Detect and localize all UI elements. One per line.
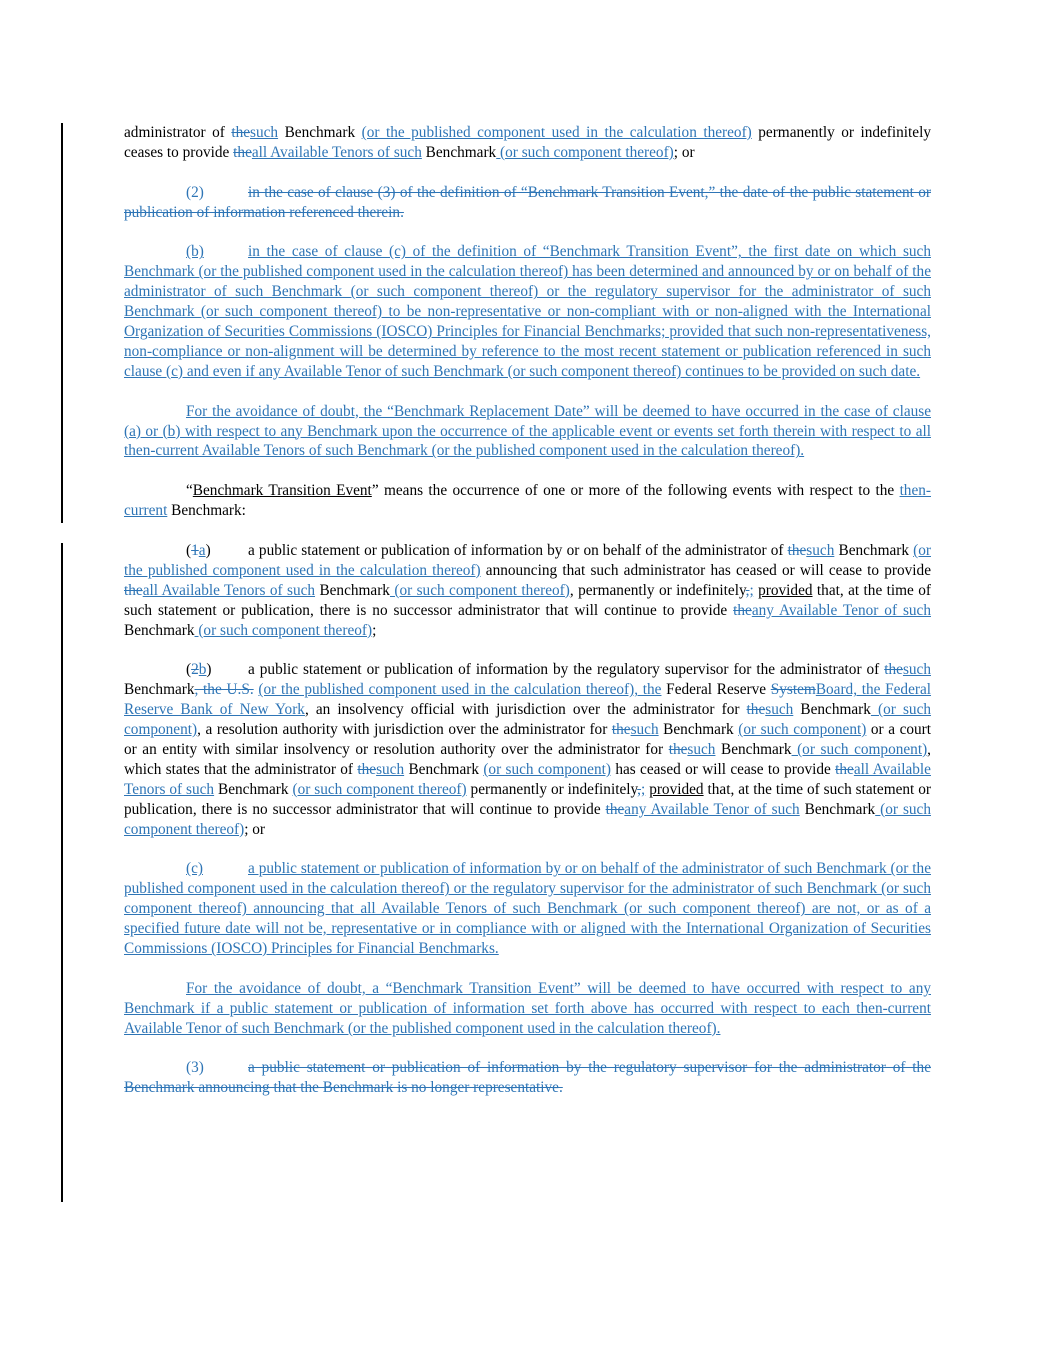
deleted-clause-3: [124, 1058, 931, 1098]
paragraph-text: For the avoidance of doubt, the “Benchmark Replacement Date” will be deemed to have occurred in the case of clause (a) or (b) with respect to any Benchmark upon the occurrence of the applicable event or events set forth therein with respect to all then-current Available Tenors of such Benchmark (or the published component used in the calculation thereof).: [124, 402, 931, 460]
text: Federal Reserve: [661, 681, 771, 699]
deleted-clause-2: [124, 183, 931, 223]
inserted-clause-b: [124, 242, 931, 381]
text: Benchmark: [658, 721, 739, 739]
deletion: the: [605, 800, 625, 818]
text: permanently or indefinitely: [466, 780, 638, 798]
text: Benchmark: [799, 800, 876, 818]
defined-term: Benchmark Transition Event: [192, 482, 372, 500]
text: announcing that such administrator has ceased or will cease to provide: [480, 561, 931, 579]
deletion: System: [770, 681, 816, 699]
text: ;: [372, 621, 377, 639]
clause-label: (3): [186, 1059, 204, 1077]
deletion: the: [733, 601, 752, 619]
text: , a resolution authority with jurisdiction over the administrator for: [197, 721, 612, 739]
insertion: such: [250, 124, 279, 141]
inserted-avoidance-paragraph-transition-event: [124, 979, 931, 1039]
change-bar-2: [61, 543, 63, 1202]
emphasis-provided: provided: [649, 780, 704, 798]
text: ): [206, 661, 212, 679]
insertion: such: [902, 661, 931, 679]
deletion: the: [233, 143, 252, 161]
text: a public statement or publication of information by or on behalf of the administrator of: [248, 541, 788, 559]
text: ” means the occurrence of one or more of the following events with respect to the: [371, 482, 900, 500]
text: has ceased or will cease to provide: [610, 760, 836, 778]
text: (: [186, 661, 192, 679]
deletion: the: [231, 124, 251, 141]
insertion: any Available Tenor of such: [624, 800, 800, 818]
document-page: [124, 123, 931, 1118]
clause-label: (2): [186, 183, 204, 201]
text: that, at the time of such statement or publication, there is no successor administrator that will continue to provide: [124, 581, 931, 619]
deletion: 1: [191, 541, 199, 559]
insertion: such: [630, 721, 659, 739]
text: administrator of: [124, 124, 232, 141]
insertion: Board, the Federal Reserve Bank of New York: [124, 681, 932, 719]
deletion: the: [611, 721, 631, 739]
text: , permanently or indefinitely: [569, 581, 746, 599]
deletion: the: [835, 760, 854, 778]
definition-benchmark-transition-event: [124, 481, 931, 521]
text: , which states that the administrator of: [124, 741, 931, 778]
insertion: such: [765, 701, 794, 719]
insertion: all Available Tenors of such: [142, 581, 316, 599]
text: ): [205, 541, 211, 559]
deletion: the: [668, 741, 688, 758]
insertion: all Available Tenors of such: [251, 143, 422, 161]
clause-text: in the case of clause (3) of the definition of “Benchmark Transition Event,” the date of the public statement or publication of information referenced therein.: [124, 183, 931, 221]
text: , an insolvency official with jurisdiction over the administrator for: [304, 701, 747, 719]
insertion: (or such component thereof): [194, 621, 373, 639]
deletion: , the U.S.: [194, 681, 254, 699]
text: Benchmark:: [167, 502, 246, 520]
text: a public statement or publication of information by the regulatory supervisor for the administrator of: [248, 661, 885, 679]
text: permanently or indefinitely ceases to provide: [124, 124, 931, 161]
insertion: (or such component): [483, 760, 611, 778]
inserted-avoidance-paragraph-replacement-date: [124, 402, 931, 462]
paragraph-continuation: [124, 123, 931, 163]
emphasis-provided: provided: [758, 581, 813, 599]
insertion: (or such component): [124, 701, 932, 739]
deletion: the: [357, 760, 377, 778]
clause-label: (b): [186, 243, 204, 261]
insertion: (or such component thereof): [124, 800, 931, 838]
text: ; or: [673, 143, 695, 161]
insertion: such: [806, 541, 835, 559]
clause-text: a public statement or publication of information by the regulatory supervisor for the administrator of the Benchmark announcing that the Benchmark is no longer representative.: [124, 1059, 931, 1097]
text: ; or: [244, 820, 266, 838]
insertion: (or such component): [738, 721, 867, 739]
text: or a court or an entity with similar insolvency or resolution authority over the administrator for: [124, 721, 931, 758]
insertion: such: [687, 741, 716, 758]
text: Benchmark: [715, 741, 792, 758]
text: Benchmark: [404, 760, 484, 778]
text: Benchmark: [124, 681, 195, 699]
text: Benchmark: [278, 124, 362, 141]
paragraph-text: For the avoidance of doubt, a “Benchmark Transition Event” will be deemed to have occurred with respect to any Benchmark if a public statement or publication of information set forth above has occurred with respect to each then-current Available Tenor of such Benchmark (or the published component used in the calculation thereof).: [124, 979, 931, 1037]
text: Benchmark: [793, 701, 871, 719]
deletion: the: [124, 581, 143, 599]
text: that, at the time of such statement or publication, there is no successor administrator that will continue to provide: [124, 780, 931, 818]
clause-text: a public statement or publication of information by or on behalf of the administrator of such Benchmark (or the published component used in the calculation thereof) or the regulatory supervisor for the administrator of such Benchmark (or such component thereof) announcing that all Available Tenors of such Benchmark (or such component thereof) are not, or as of a specified future date will not be, representative or in compliance with or aligned with the International Organization of Securities Commissions (IOSCO) Principles for Financial Benchmarks.: [124, 860, 931, 958]
text: Benchmark: [124, 621, 195, 639]
insertion: any Available Tenor of such: [751, 601, 931, 619]
text: Benchmark: [421, 143, 497, 161]
insertion: (or the published component used in the calculation thereof): [361, 124, 752, 141]
text: Benchmark: [214, 780, 293, 798]
insertion: ;: [749, 581, 754, 599]
deletion: the: [787, 541, 807, 559]
insertion: ;: [640, 780, 646, 798]
clause-label: [186, 541, 248, 561]
clause-a: [124, 541, 931, 641]
clause-b: [124, 660, 931, 839]
clause-text: in the case of clause (c) of the definition of “Benchmark Transition Event”, the first date on which such Benchmark (or the published component used in the calculation thereof) has been determined and announced by or on behalf of the administrator of such Benchmark (or such component thereof) or the regulatory supervisor for the administrator of such Benchmark (or such component thereof) to be non-representative or non-compliant with or non-aligned with the International Organization of Securities Commissions (IOSCO) Principles for Financial Benchmarks; provided that such non-representativeness, non-compliance or non-alignment will be determined by reference to the most recent statement or publication referenced in such clause (c) and even if any Available Tenor of such Benchmark (or such component thereof) continues to be provided on such date.: [124, 243, 931, 380]
insertion: b: [198, 661, 207, 679]
deletion: the: [746, 701, 766, 719]
insertion: (or such component thereof): [292, 780, 467, 798]
clause-label: (c): [186, 860, 203, 878]
text: Benchmark: [315, 581, 390, 599]
insertion: such: [376, 760, 405, 778]
deletion: 2: [191, 661, 199, 679]
inserted-clause-c: [124, 859, 931, 959]
insertion: all Available Tenors of such: [124, 760, 931, 798]
insertion: (or the published component used in the calculation thereof), the: [258, 681, 662, 699]
text: Benchmark: [834, 541, 914, 559]
text: “: [186, 482, 193, 500]
deletion: the: [884, 661, 903, 679]
insertion: a: [198, 541, 206, 559]
deletion: ,: [745, 581, 750, 599]
deletion: ,: [637, 780, 641, 798]
insertion: (or the published component used in the calculation thereof): [124, 541, 931, 579]
text: (: [186, 541, 192, 559]
insertion: (or such component): [791, 741, 928, 758]
clause-label: [186, 660, 248, 680]
change-bar-1: [61, 123, 63, 523]
insertion: (or such component thereof): [389, 581, 570, 599]
insertion: then-current: [124, 482, 931, 520]
insertion: (or such component thereof): [496, 143, 674, 161]
